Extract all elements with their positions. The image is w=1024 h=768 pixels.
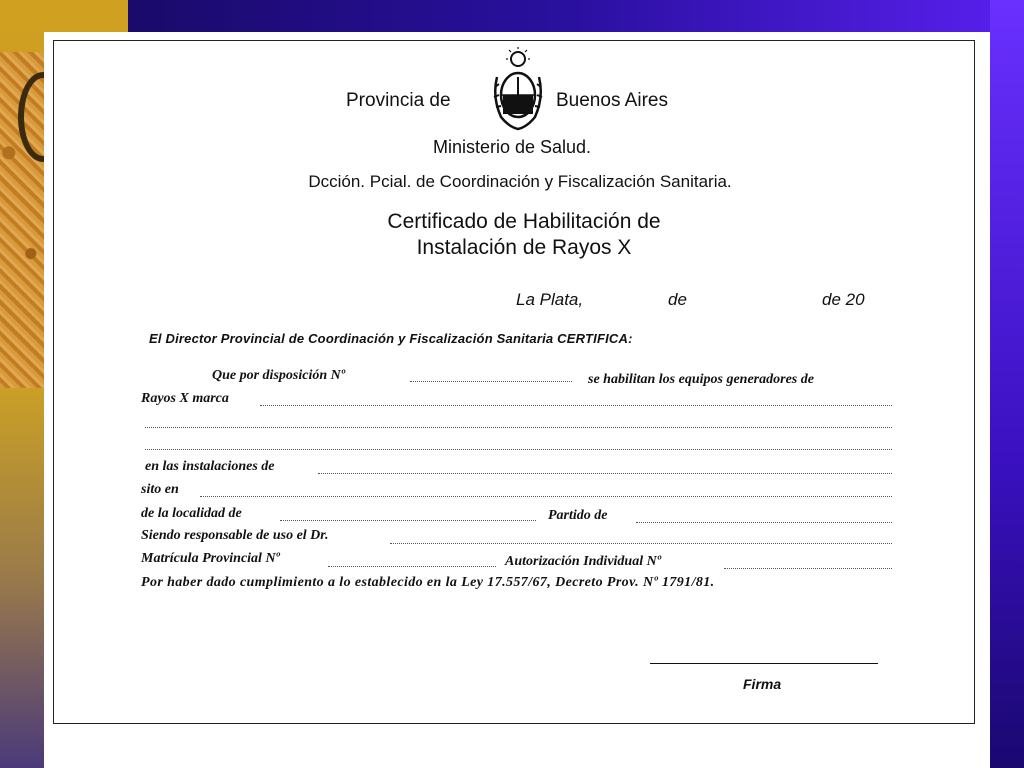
text-sito-en: sito en xyxy=(141,482,179,497)
text-instalaciones: en las instalaciones de xyxy=(145,459,275,474)
date-de-2: de 20 xyxy=(822,290,865,309)
header-province-left: Provincia de xyxy=(346,90,451,111)
place-city: La Plata, xyxy=(516,290,584,309)
certificate-title-line1: Certificado de Habilitación de xyxy=(387,210,661,233)
text-localidad: de la localidad de xyxy=(141,506,242,521)
blank-marca xyxy=(260,405,892,406)
blank-autorizacion xyxy=(724,568,892,569)
text-cumplimiento: Por haber dado cumplimiento a lo establecido en la Ley 17.557/67, Decreto Prov. Nº 1791/81. xyxy=(141,575,715,590)
slide-left-lower xyxy=(0,388,44,768)
slide-top-band xyxy=(128,0,1024,36)
text-autorizacion: Autorización Individual Nº xyxy=(505,554,661,569)
blank-instalaciones xyxy=(318,473,892,474)
coat-of-arms-icon xyxy=(491,47,545,133)
blank-partido xyxy=(636,522,892,523)
text-que-por-disposicion: Que por disposición Nº xyxy=(212,368,345,383)
ministry-name: Ministerio de Salud. xyxy=(432,137,592,157)
date-de-1: de xyxy=(668,290,687,309)
certificate-title xyxy=(0,209,1024,261)
text-matricula: Matrícula Provincial Nº xyxy=(141,551,280,566)
blank-responsable xyxy=(390,543,892,544)
blank-disposicion xyxy=(410,381,572,382)
text-partido: Partido de xyxy=(548,508,608,523)
slide-right-band xyxy=(990,0,1024,768)
director-statement: El Director Provincial de Coordinación y Fiscalización Sanitaria CERTIFICA: xyxy=(149,331,633,346)
direccion-name: Dcción. Pcial. de Coordinación y Fiscalización Sanitaria. xyxy=(308,172,732,191)
signature-label: Firma xyxy=(743,676,782,692)
text-habilitan: se habilitan los equipos generadores de xyxy=(588,372,814,387)
text-rayos-marca: Rayos X marca xyxy=(141,391,229,406)
text-responsable: Siendo responsable de uso el Dr. xyxy=(141,528,329,543)
blank-matricula xyxy=(328,566,496,567)
blank-line-3 xyxy=(145,427,892,428)
certificate-title-line2: Instalación de Rayos X xyxy=(416,236,632,259)
blank-sito xyxy=(200,496,892,497)
blank-line-4 xyxy=(145,449,892,450)
blank-localidad xyxy=(280,520,536,521)
header-province-right: Buenos Aires xyxy=(556,90,668,111)
signature-line xyxy=(650,663,878,664)
